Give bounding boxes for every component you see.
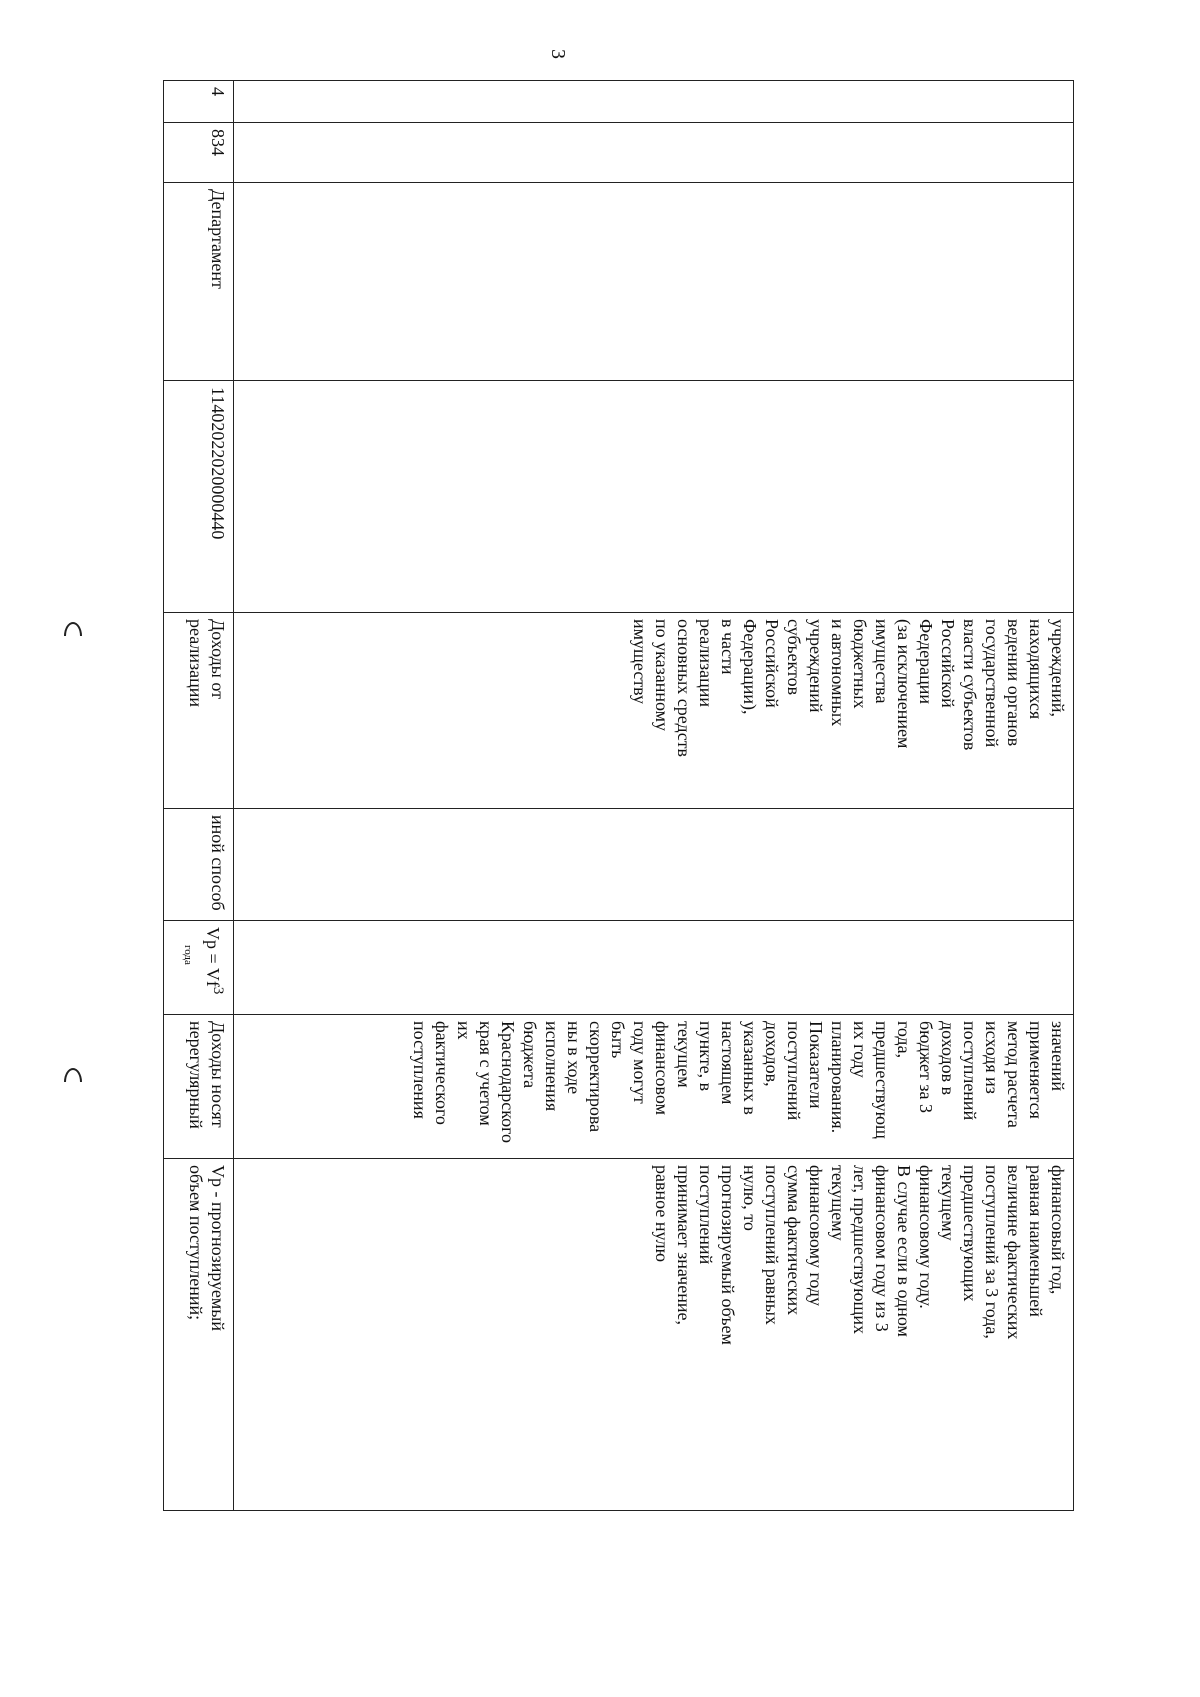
kbk-code: 11402022020000440: [208, 387, 228, 540]
cell-description: [164, 1159, 234, 1511]
cell-administrator: [234, 183, 1074, 381]
formula: $Vp = Vf^3$: [203, 927, 226, 995]
page-number: 3: [547, 49, 569, 59]
row-number: 4: [208, 87, 228, 96]
cell-algorithm: [234, 1015, 1074, 1159]
revenue-name-text: учреждений, находящихся ведении органов государственной власти субъектов Российской Федерации (за исключением имущества бюджетных и автономных учреждений субъектов Российской Федерации), в части реализации основных средств по указанному имуществу: [630, 619, 1068, 758]
cell-method: [164, 809, 234, 921]
cell-kbk: [164, 381, 234, 613]
binding-mark: [64, 1068, 82, 1082]
cell-administrator: [164, 183, 234, 381]
revenue-forecast-table: [163, 80, 1074, 1511]
cell-code: [234, 123, 1074, 183]
cell-method: [234, 809, 1074, 921]
rotated-table-container: [164, 80, 1074, 1510]
cell-kbk: [234, 381, 1074, 613]
administrator-code: 834: [208, 129, 228, 156]
revenue-name-text: Доходы от реализации: [186, 619, 228, 707]
administrator-name: Департамент: [208, 189, 228, 289]
cell-description: [234, 1159, 1074, 1511]
cell-number: [164, 81, 234, 123]
method-text: иной способ: [208, 815, 228, 911]
cell-algorithm: [164, 1015, 234, 1159]
cell-revenue-name: [234, 613, 1074, 809]
algorithm-text: Доходы носят нерегулярный: [186, 1021, 228, 1129]
binding-mark: [64, 622, 82, 636]
cell-number: [234, 81, 1074, 123]
table-row: [234, 81, 1074, 1511]
cell-formula: [234, 921, 1074, 1015]
algorithm-text: значений применяется метод расчета исходя из поступлений доходов в бюджет за 3 года, предшествующ их году планирования. Показатели поступлений доходов, указанных в настоящем пункте, в текущем финансовом году могут быть скорректирова ны в ходе исполнения бюджета Краснодарского края с учетом их фактического поступления: [410, 1021, 1068, 1144]
description-text: финансовый год, равная наименьшей величине фактических поступлений за 3 года, предшествующих текущему финансовому году. В случае если в одном финансовом году из 3 лет, предшествующих текущему финансовому году сумма фактических поступлений равных нулю, то прогнозируемый объем поступлений принимает значение, равное нулю: [652, 1165, 1068, 1345]
formula-subscript: года: [182, 945, 194, 965]
table-row: [164, 81, 234, 1511]
cell-revenue-name: [164, 613, 234, 809]
description-text: Vp - прогнозируемый объем поступлений;: [186, 1165, 228, 1332]
cell-formula: [164, 921, 234, 1015]
cell-code: [164, 123, 234, 183]
